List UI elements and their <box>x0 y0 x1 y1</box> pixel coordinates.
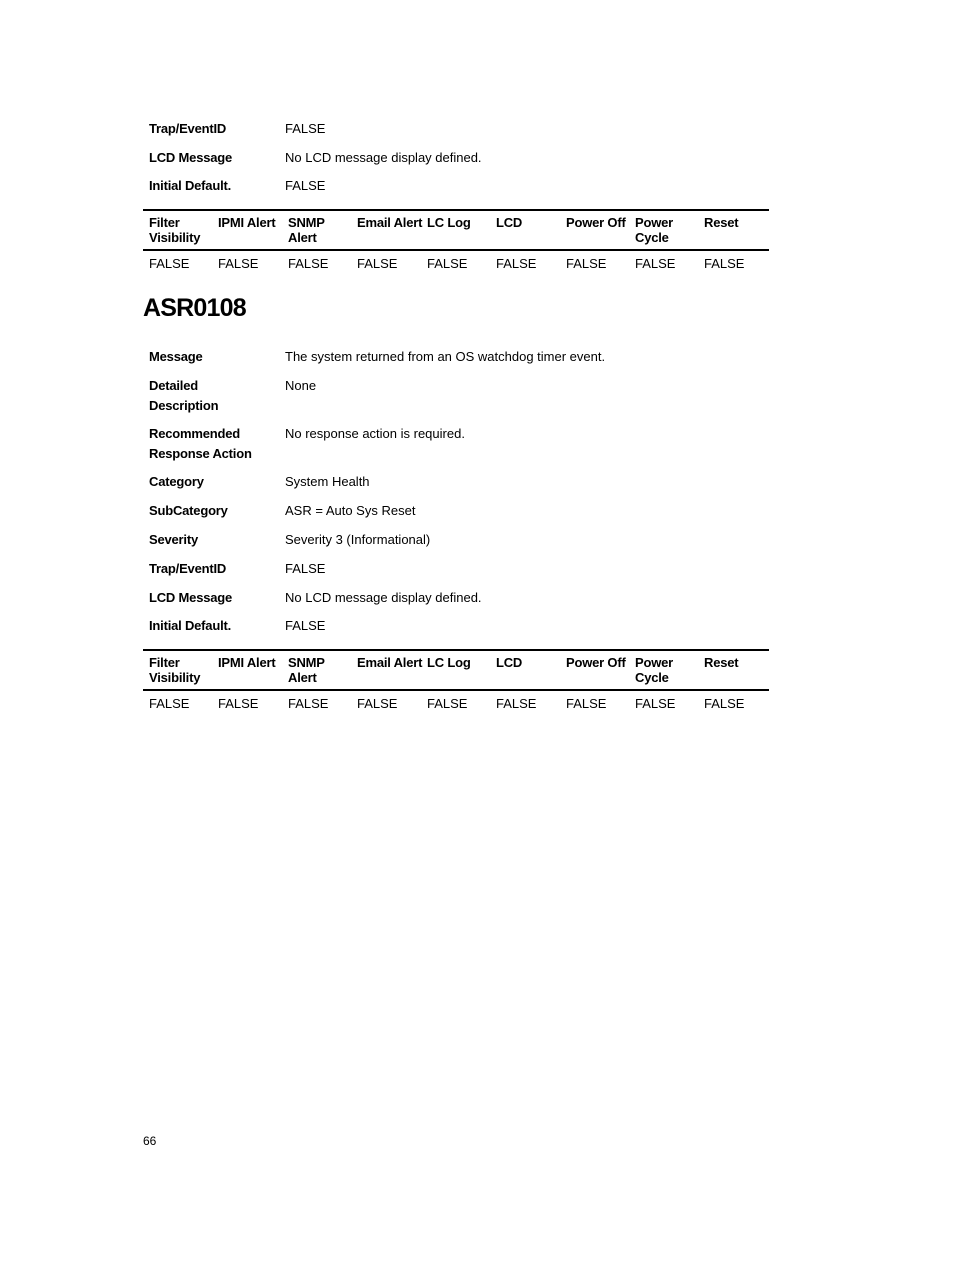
property-key: Trap/EventID <box>149 561 227 576</box>
property-key: LCD Message <box>149 590 233 605</box>
header-power-off: Power Off <box>566 655 626 670</box>
value-lc-log: FALSE <box>427 696 468 711</box>
header-email-alert: Email Alert <box>357 215 423 230</box>
property-value: The system returned from an OS watchdog timer event. <box>285 349 606 364</box>
property-key: Recommended Response Action <box>149 426 252 461</box>
value-filter-visibility: FALSE <box>149 256 190 271</box>
property-value: FALSE <box>285 561 326 576</box>
header-power-cycle: Power Cycle <box>635 215 674 245</box>
property-value: System Health <box>285 474 370 489</box>
header-lc-log: LC Log <box>427 655 471 670</box>
value-power-off: FALSE <box>566 256 607 271</box>
property-value: No LCD message display defined. <box>285 150 482 165</box>
value-power-off: FALSE <box>566 696 607 711</box>
filter-table-header <box>143 651 769 691</box>
property-value: No response action is required. <box>285 426 465 441</box>
value-lcd: FALSE <box>496 696 537 711</box>
page-number: 66 <box>143 1134 157 1148</box>
property-value: ASR = Auto Sys Reset <box>285 503 416 518</box>
property-value: Severity 3 (Informational) <box>285 532 431 547</box>
value-snmp-alert: FALSE <box>288 696 329 711</box>
header-power-off: Power Off <box>566 215 626 230</box>
property-key: Category <box>149 474 204 489</box>
filter-table-row <box>143 251 769 277</box>
value-power-cycle: FALSE <box>635 256 676 271</box>
filter-table-asr0108 <box>143 649 769 717</box>
value-email-alert: FALSE <box>357 696 398 711</box>
header-ipmi-alert: IPMI Alert <box>218 215 276 230</box>
property-key: Severity <box>149 532 198 547</box>
value-lc-log: FALSE <box>427 256 468 271</box>
property-value: None <box>285 378 317 393</box>
header-lcd: LCD <box>496 655 523 670</box>
header-filter-visibility: Filter Visibility <box>149 655 201 685</box>
header-reset: Reset <box>704 215 739 230</box>
property-key: Message <box>149 349 203 364</box>
property-key: Detailed Description <box>149 378 219 413</box>
property-value: FALSE <box>285 618 326 633</box>
header-power-cycle: Power Cycle <box>635 655 674 685</box>
value-filter-visibility: FALSE <box>149 696 190 711</box>
property-key: SubCategory <box>149 503 228 518</box>
value-snmp-alert: FALSE <box>288 256 329 271</box>
property-value: FALSE <box>285 121 326 136</box>
header-ipmi-alert: IPMI Alert <box>218 655 276 670</box>
header-snmp-alert: SNMP Alert <box>288 655 325 685</box>
header-filter-visibility: Filter Visibility <box>149 215 201 245</box>
message-id-heading: ASR0108 <box>143 294 246 322</box>
filter-table-row <box>143 691 769 717</box>
header-lc-log: LC Log <box>427 215 471 230</box>
property-value: No LCD message display defined. <box>285 590 482 605</box>
filter-table-header <box>143 211 769 251</box>
value-lcd: FALSE <box>496 256 537 271</box>
header-email-alert: Email Alert <box>357 655 423 670</box>
header-reset: Reset <box>704 655 739 670</box>
filter-table-top <box>143 209 769 277</box>
property-key: Trap/EventID <box>149 121 227 136</box>
value-power-cycle: FALSE <box>635 696 676 711</box>
header-snmp-alert: SNMP Alert <box>288 215 325 245</box>
value-ipmi-alert: FALSE <box>218 256 259 271</box>
value-reset: FALSE <box>704 696 745 711</box>
value-reset: FALSE <box>704 256 745 271</box>
property-key: Initial Default. <box>149 618 232 633</box>
property-key: Initial Default. <box>149 178 232 193</box>
header-lcd: LCD <box>496 215 523 230</box>
property-key: LCD Message <box>149 150 233 165</box>
value-ipmi-alert: FALSE <box>218 696 259 711</box>
property-value: FALSE <box>285 178 326 193</box>
value-email-alert: FALSE <box>357 256 398 271</box>
